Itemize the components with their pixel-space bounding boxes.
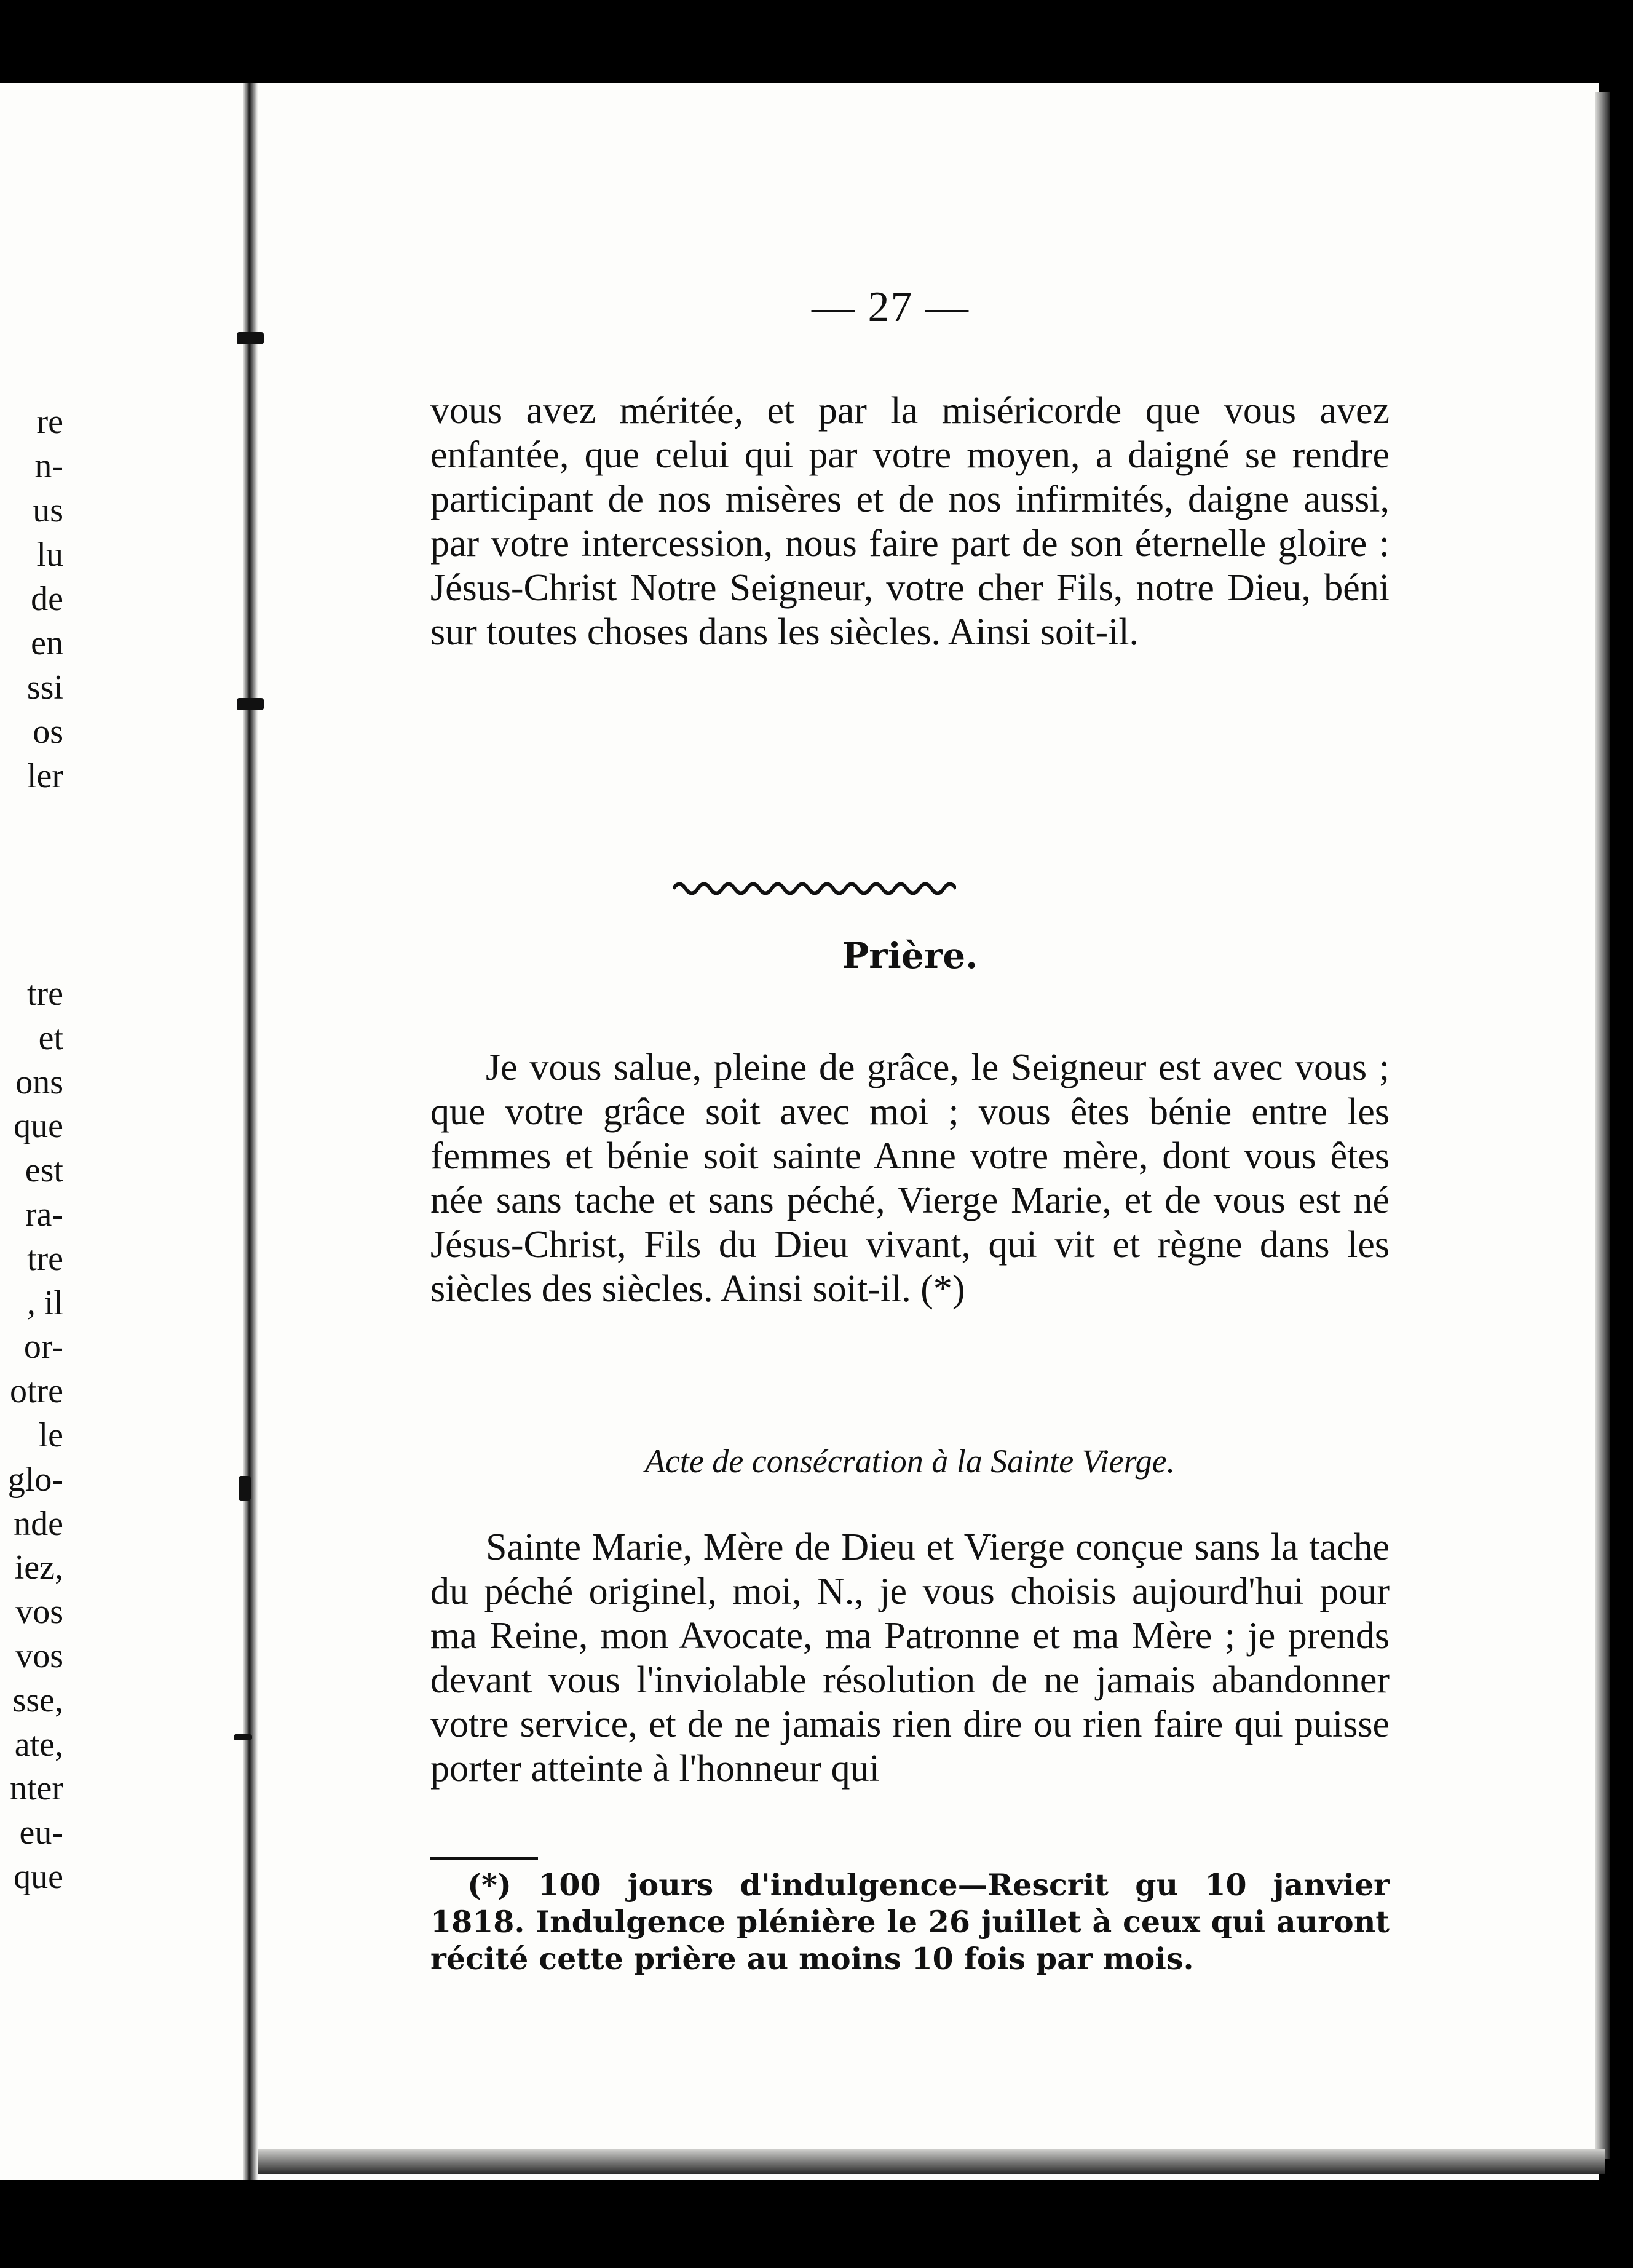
left-page-text-fragment: us: [33, 491, 63, 529]
left-page-text-fragment: et: [38, 1018, 63, 1057]
left-page-text-fragment: que: [14, 1107, 63, 1146]
left-page-text-fragment: sse,: [12, 1681, 63, 1719]
left-page-text-fragment: en: [31, 624, 63, 662]
left-page-text-fragment: que: [14, 1858, 63, 1896]
left-page-text-fragment: ler: [26, 757, 63, 795]
left-page-text-fragment: iez,: [14, 1548, 63, 1587]
left-page-text-fragment: nde: [14, 1504, 63, 1543]
left-page-text-fragment: n-: [34, 447, 63, 485]
left-page-text-fragment: est: [25, 1151, 63, 1190]
left-page-text-fragment: re: [36, 403, 63, 441]
priere-paragraph: Je vous salue, pleine de grâce, le Seigneur est avec vous ; que votre grâce soit avec moi ; vous êtes bénie entre les femmes et bénie soit sainte Anne votre mère, dont vous êtes née sans tache et sans péché, Vierge Marie, et de vous est né Jésus-Christ, Fils du Dieu vivant, qui vit et règne dans les siècles des siècles. Ainsi soit-il. (*): [430, 1047, 1390, 1310]
left-page-text-fragment: ons: [15, 1063, 63, 1101]
left-page-fragment: [0, 83, 243, 2180]
left-page-text-fragment: ssi: [26, 668, 63, 707]
left-page-text-fragment: , il: [26, 1283, 63, 1322]
left-page-text-fragment: eu-: [19, 1814, 63, 1852]
left-page-text-fragment: os: [33, 713, 63, 751]
left-page-text-fragment: nter: [9, 1769, 63, 1808]
scanned-book-spread: [0, 83, 1599, 2180]
priere-heading: Prière.: [842, 935, 978, 977]
ornament-divider: [673, 876, 956, 901]
left-page-text-fragment: de: [31, 580, 63, 618]
left-page-text-fragment: tre: [26, 1239, 63, 1278]
binding-stitch: [237, 698, 264, 710]
page-edge-right: [1595, 92, 1610, 2159]
page-number: — 27 —: [812, 284, 970, 331]
opening-paragraph: vous avez méritée, et par la miséricorde que vous avez enfantée, que celui qui par votre moyen, a daigné se rendre participant de nos misères et de nos infirmités, daigne aussi, par votre intercession, nous faire part de son éternelle gloire : Jésus-Christ Notre Seigneur, votre cher Fils, notre Dieu, béni sur toutes choses dans les siècles. Ainsi soit-il.: [430, 390, 1390, 653]
binding-stitch: [239, 1476, 251, 1501]
binding-stitch: [234, 1734, 252, 1740]
left-page-text-fragment: lu: [36, 536, 63, 574]
left-page-text-fragment: ate,: [14, 1725, 63, 1764]
left-page-text-fragment: tre: [26, 975, 63, 1013]
left-page-text-fragment: vos: [15, 1593, 63, 1632]
left-page-text-fragment: or-: [23, 1328, 63, 1366]
book-gutter: [243, 83, 258, 2180]
binding-stitch: [237, 332, 264, 344]
left-page-text-fragment: vos: [15, 1637, 63, 1675]
footnote: [430, 1866, 1390, 1977]
left-page-text-fragment: otre: [9, 1372, 63, 1411]
left-page-text-fragment: le: [38, 1416, 63, 1454]
page-edge-bottom: [258, 2149, 1605, 2174]
footnote-text: (*) 100 jours d'indulgence—Rescrit gu 10 janvier 1818. Indulgence plénière le 26 juillet à ceux qui auront récité cette prière au moins 10 fois par mois.: [430, 1867, 1390, 1977]
left-page-text-fragment: glo-: [7, 1460, 63, 1499]
acte-paragraph: Sainte Marie, Mère de Dieu et Vierge conçue sans la tache du péché originel, moi, N., je vous choisis aujourd'hui pour ma Reine, mon Avocate, ma Patronne et ma Mère ; je prends devant vous l'inviolable résolution de ne jamais abandonner votre service, et de ne jamais rien dire ou rien faire qui puisse porter atteinte à l'honneur qui: [430, 1526, 1390, 1790]
acte-heading: Acte de consécration à la Sainte Vierge.: [644, 1443, 1176, 1480]
left-page-text-fragment: ra-: [25, 1195, 63, 1234]
footnote-rule: [430, 1857, 538, 1860]
